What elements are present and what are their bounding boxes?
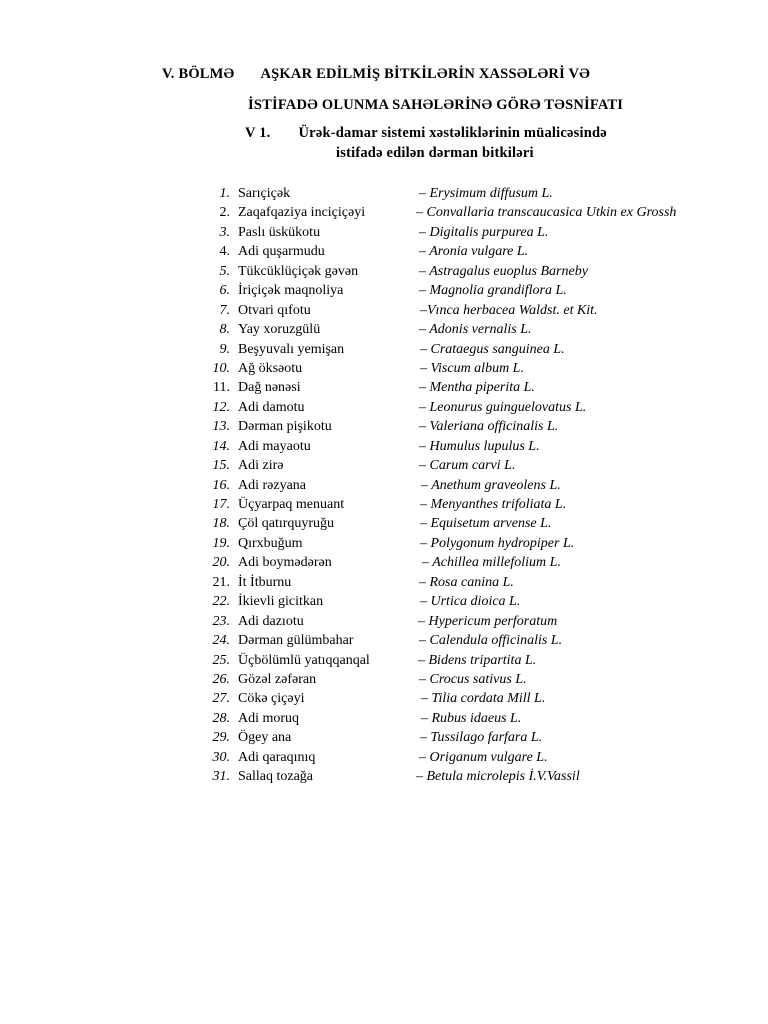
plant-row	[0, 631, 768, 650]
plant-row	[0, 359, 768, 378]
plant-local-name: Üçyarpaq menuant	[238, 497, 345, 512]
plant-local-name: Qırxbuğum	[238, 535, 303, 551]
plant-local-name: Üçbölümlü yatıqqanqal	[238, 652, 370, 668]
plant-latin-name: – Valeriana officinalis L.	[419, 419, 559, 435]
plant-number: 3.	[219, 224, 230, 240]
subsection-title: Ürək-damar sistemi xəstəliklərinin müalicəsində	[298, 125, 607, 141]
plant-latin-name: – Digitalis purpurea L.	[419, 224, 549, 240]
plant-row	[0, 689, 768, 708]
plant-local-name: İriçiçək maqnoliya	[238, 283, 344, 299]
plant-number: 20.	[212, 555, 230, 571]
plant-number: 25.	[212, 652, 230, 668]
plant-latin-name: – Tussilago farfara L.	[420, 730, 543, 746]
section-title: AŞKAR EDİLMİŞ BİTKİLƏRİN XASSƏLƏRİ VƏ	[260, 66, 591, 82]
plant-latin-name: – Crocus sativus L.	[419, 671, 527, 687]
plant-latin-name: – Rosa canina L.	[419, 574, 514, 590]
plant-row	[0, 262, 768, 281]
plant-local-name: Cökə çiçəyi	[238, 691, 305, 707]
plant-number: 28.	[212, 710, 230, 726]
section-heading	[162, 66, 590, 83]
plant-latin-name: – Mentha piperita L.	[419, 380, 535, 396]
plant-latin-name: – Viscum album L.	[420, 360, 524, 376]
plant-number: 16.	[212, 477, 230, 493]
plant-local-name: Adi dazıotu	[238, 613, 304, 629]
plant-row	[0, 495, 768, 514]
plant-local-name: Sallaq tozağa	[238, 769, 314, 785]
plant-row	[0, 223, 768, 242]
plant-number: 5.	[219, 263, 230, 279]
plant-local-name: Yay xoruzgülü	[238, 322, 321, 338]
plant-number: 1.	[219, 186, 230, 201]
plant-local-name: Adi boymədərən	[238, 555, 332, 571]
plant-latin-name: – Calendula officinalis L.	[419, 633, 563, 649]
plant-number: 2.	[219, 205, 230, 221]
plant-local-name: Dağ nənəsi	[238, 380, 301, 396]
section-title-line2: İSTİFADƏ OLUNMA SAHƏLƏRİNƏ GÖRƏ TƏSNİFATI	[248, 97, 624, 113]
plant-latin-name: – Hypericum perforatum	[418, 613, 558, 629]
plant-latin-name: – Tilia cordata Mill L.	[421, 691, 546, 707]
plant-local-name: Tükcüklüçiçək gəvən	[238, 263, 359, 279]
plant-row	[0, 612, 768, 631]
plant-number: 18.	[212, 516, 230, 532]
plant-latin-name: – Crataegus sanguinea L.	[420, 341, 565, 357]
plant-number: 4.	[219, 244, 230, 260]
plant-row	[0, 417, 768, 436]
plant-latin-name: – Leonurus guinguelovatus L.	[419, 399, 587, 415]
plant-number: 14.	[212, 438, 230, 454]
plant-number: 7.	[219, 302, 230, 318]
subsection-heading	[245, 125, 607, 142]
plant-local-name: Adi moruq	[238, 710, 300, 726]
plant-latin-name: – Rubus idaeus L.	[421, 710, 522, 726]
plant-row	[0, 476, 768, 495]
plant-number: 27.	[212, 691, 230, 707]
plant-number: 17.	[212, 497, 230, 512]
plant-latin-name: – Convallaria transcaucasica Utkin ex Grossh	[416, 205, 677, 221]
plant-row	[0, 767, 768, 786]
plant-latin-name: – Origanum vulgare L.	[419, 749, 548, 765]
plant-number: 24.	[212, 633, 230, 649]
plant-row	[0, 242, 768, 261]
plant-local-name: Ağ öksəotu	[238, 360, 303, 376]
plant-number: 15.	[212, 458, 230, 474]
plant-latin-name: – Adonis vernalis L.	[419, 322, 532, 338]
plant-latin-name: – Betula microlepis İ.V.Vassil	[416, 769, 580, 785]
plant-row	[0, 184, 768, 203]
plant-latin-name: – Aronia vulgare L.	[419, 244, 529, 260]
plant-number: 9.	[219, 341, 230, 357]
subsection-label: V 1.	[245, 125, 271, 141]
plant-number: 31.	[212, 769, 230, 785]
plant-row	[0, 592, 768, 611]
plant-number: 8.	[219, 322, 230, 338]
plant-latin-name: – Astragalus euoplus Barneby	[419, 263, 588, 279]
plant-latin-name: – Urtica dioica L.	[420, 594, 521, 610]
section-label: V. BÖLMƏ	[162, 66, 235, 82]
plant-local-name: Ögey ana	[238, 730, 292, 746]
plant-local-name: Paslı üskükotu	[238, 224, 321, 240]
plant-row	[0, 378, 768, 397]
plant-row	[0, 573, 768, 592]
plant-latin-name: –Vınca herbacea Waldst. et Kit.	[420, 302, 598, 318]
plant-row	[0, 203, 768, 222]
plant-row	[0, 651, 768, 670]
plant-row	[0, 320, 768, 339]
plant-number: 22.	[212, 594, 230, 610]
plant-number: 26.	[212, 671, 230, 687]
plant-row	[0, 534, 768, 553]
plant-local-name: Zaqafqaziya inciçiçəyi	[238, 205, 366, 221]
plant-local-name: Beşyuvalı yemişan	[238, 341, 345, 357]
plant-local-name: Gözəl zəfəran	[238, 671, 317, 687]
subsection-title-line2: istifadə edilən dərman bitkiləri	[336, 145, 534, 161]
plant-latin-name: – Humulus lupulus L.	[419, 438, 540, 454]
plant-list	[0, 184, 768, 787]
plant-row	[0, 340, 768, 359]
plant-number: 29.	[212, 730, 230, 746]
plant-row	[0, 456, 768, 475]
plant-latin-name: – Polygonum hydropiper L.	[420, 535, 575, 551]
plant-row	[0, 301, 768, 320]
plant-latin-name: – Equisetum arvense L.	[420, 516, 552, 532]
plant-row	[0, 709, 768, 728]
plant-latin-name: – Bidens tripartita L.	[418, 652, 537, 668]
plant-local-name: İkievli gicitkan	[238, 594, 324, 610]
plant-number: 12.	[212, 399, 230, 415]
plant-number: 21.	[212, 574, 230, 590]
plant-latin-name: – Achillea millefolium L.	[422, 555, 561, 571]
plant-local-name: Çöl qatırquyruğu	[238, 516, 335, 532]
plant-latin-name: – Menyanthes trifoliata L.	[420, 497, 567, 512]
plant-row	[0, 553, 768, 572]
plant-row	[0, 398, 768, 417]
plant-latin-name: – Erysimum diffusum L.	[419, 186, 553, 201]
plant-number: 6.	[219, 283, 230, 299]
plant-local-name: Adi zirə	[238, 458, 284, 474]
plant-local-name: Sarıçiçək	[238, 186, 291, 201]
plant-number: 11.	[213, 380, 230, 396]
plant-latin-name: – Carum carvi L.	[419, 458, 516, 474]
plant-local-name: Adi rəzyana	[238, 477, 307, 493]
plant-local-name: Adi quşarmudu	[238, 244, 325, 260]
plant-row	[0, 437, 768, 456]
plant-number: 19.	[212, 535, 230, 551]
plant-row	[0, 281, 768, 300]
plant-number: 10.	[212, 360, 230, 376]
plant-local-name: İt İtburnu	[238, 574, 292, 590]
plant-row	[0, 670, 768, 689]
plant-number: 23.	[212, 613, 230, 629]
plant-local-name: Adi qaraqınıq	[238, 749, 316, 765]
plant-number: 13.	[212, 419, 230, 435]
plant-row	[0, 748, 768, 767]
plant-local-name: Dərman gülümbahar	[238, 633, 354, 649]
plant-number: 30.	[212, 749, 230, 765]
plant-latin-name: – Magnolia grandiflora L.	[419, 283, 567, 299]
plant-row	[0, 728, 768, 747]
plant-local-name: Dərman pişikotu	[238, 419, 332, 435]
plant-latin-name: – Anethum graveolens L.	[421, 477, 561, 493]
plant-local-name: Adi mayaotu	[238, 438, 311, 454]
plant-local-name: Adi damotu	[238, 399, 305, 415]
plant-local-name: Otvari qıfotu	[238, 302, 311, 318]
plant-row	[0, 514, 768, 533]
